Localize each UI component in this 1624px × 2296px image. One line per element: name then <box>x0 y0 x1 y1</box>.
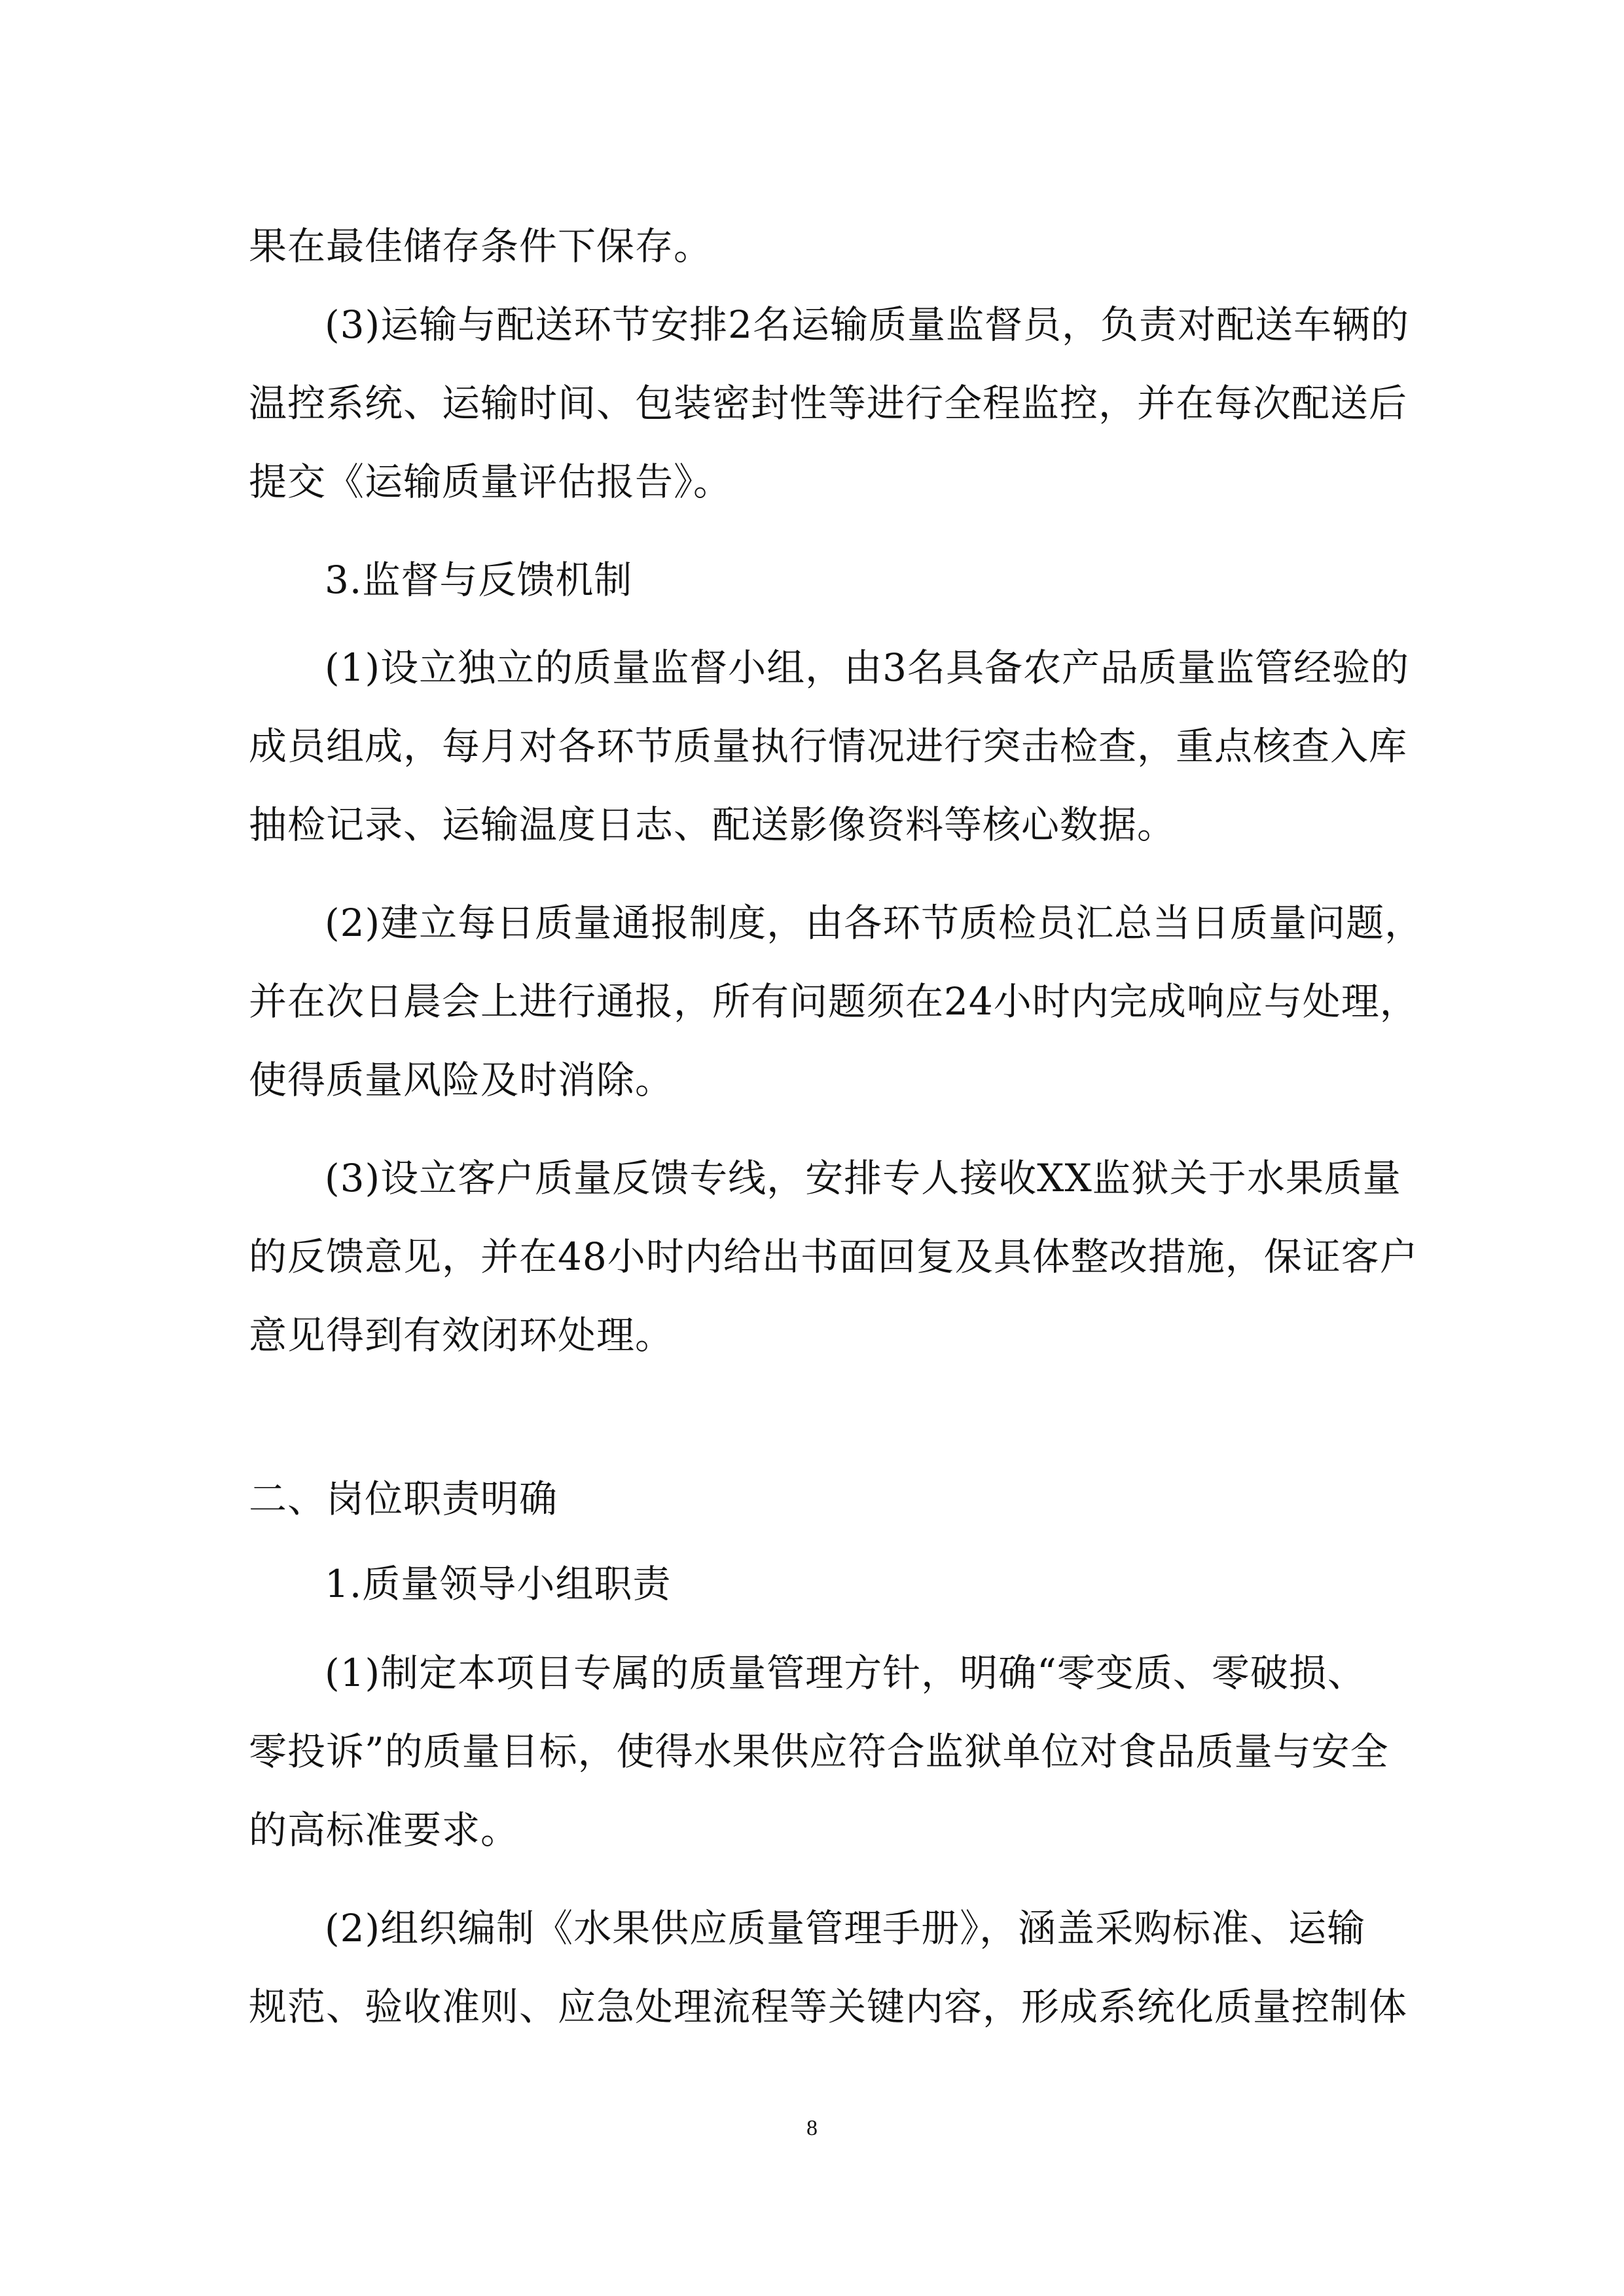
text-line: 使得质量风险及时消除。 <box>249 1058 674 1102</box>
paragraph-quality-manual <box>249 1889 1408 2046</box>
paragraph-storage-conclusion <box>249 207 1381 285</box>
text-line: (1)设立独立的质量监督小组，由3名具备农产品质量监管经验的 <box>325 645 1410 690</box>
section-heading: 3.监督与反馈机制 <box>325 558 633 602</box>
text-line: (3)运输与配送环节安排2名运输质量监督员，负责对配送车辆的 <box>325 302 1410 347</box>
heading-supervision-feedback <box>249 541 1381 619</box>
text-line: 温控系统、运输时间、包装密封性等进行全程监控，并在每次配送后 <box>249 381 1408 425</box>
paragraph-daily-report <box>249 884 1424 1119</box>
text-line: 零投诉”的质量目标，使得水果供应符合监狱单位对食品质量与安全 <box>249 1729 1389 1774</box>
chapter-heading: 二、岗位职责明确 <box>249 1477 558 1521</box>
text-line: 规范、验收准则、应急处理流程等关键内容，形成系统化质量控制体 <box>249 1984 1408 2029</box>
text-line: 的反馈意见，并在48小时内给出书面回复及具体整改措施，保证客户 <box>249 1234 1418 1279</box>
page-number: 8 <box>806 2116 818 2140</box>
text-line: (3)设立客户质量反馈专线，安排专人接收XX监狱关于水果质量 <box>325 1156 1401 1200</box>
heading-leadership-group <box>249 1545 1381 1623</box>
text-line: 意见得到有效闭环处理。 <box>249 1313 674 1357</box>
section-heading: 1.质量领导小组职责 <box>325 1562 672 1606</box>
heading-job-responsibilities <box>249 1460 1381 1538</box>
text-line: (2)建立每日质量通报制度，由各环节质检员汇总当日质量问题， <box>325 901 1424 945</box>
text-line: 的高标准要求。 <box>249 1808 520 1852</box>
paragraph-transport-supervision <box>249 285 1410 521</box>
text-line: (2)组织编制《水果供应质量管理手册》，涵盖采购标准、运输 <box>325 1906 1366 1950</box>
text-line: 成员组成，每月对各环节质量执行情况进行突击检查，重点核查入库 <box>249 724 1408 768</box>
paragraph-customer-feedback <box>249 1139 1418 1374</box>
paragraph-supervision-group <box>249 628 1410 864</box>
text-line: (1)制定本项目专属的质量管理方针，明确“零变质、零破损、 <box>325 1651 1366 1695</box>
text-line: 提交《运输质量评估报告》。 <box>249 459 732 504</box>
text-line: 抽检记录、运输温度日志、配送影像资料等核心数据。 <box>249 802 1176 847</box>
text-line: 并在次日晨会上进行通报，所有问题须在24小时内完成响应与处理， <box>249 979 1418 1024</box>
text-line: 果在最佳储存条件下保存。 <box>249 224 713 268</box>
paragraph-quality-policy <box>249 1634 1389 1869</box>
